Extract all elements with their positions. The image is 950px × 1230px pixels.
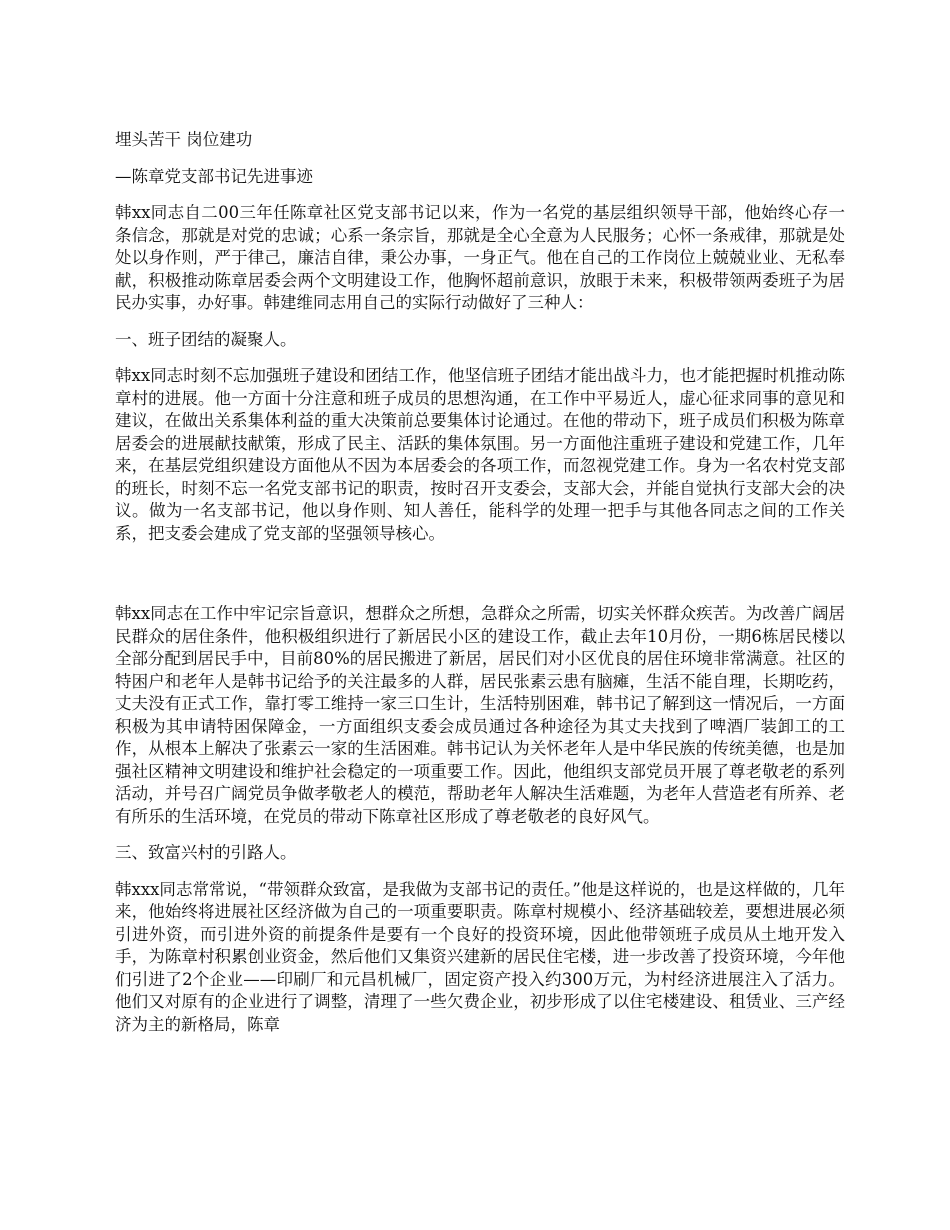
document-page — [115, 112, 845, 1050]
document-subtitle: —陈章党支部书记先进事迹 — [115, 166, 313, 186]
blank-gap — [115, 559, 845, 603]
paragraph-intro: 韩xx同志自二00三年任陈章社区党支部书记以来，作为一名党的基层组织领导干部，他始终心存一条信念，那就是对党的忠诚；心系一条宗旨，那就是全心全意为人民服务；心怀一条戒律，那就是处处以身作则，严于律己，廉洁自律，秉公办事，一身正气。他在自己的工作岗位上兢兢业业、无私奉献，积极推动陈章居委会两个文明建设工作，他胸怀超前意识，放眼于未来，积极带领两委班子为居民办实事，办好事。韩建维同志用自己的实际行动做好了三种人： — [115, 203, 845, 312]
paragraph-section-1: 韩xx同志时刻不忘加强班子建设和团结工作，他坚信班子团结才能出战斗力，也才能把握时机推动陈章村的进展。他一方面十分注意和班子成员的思想沟通，在工作中平易近人，虚心征求同事的意见和建议，在做出关系集体利益的重大决策前总要集体讨论通过。在他的带动下，班子成员们积极为陈章居委会的进展献技献策，形成了民主、活跃的集体氛围。另一方面他注重班子建设和党建工作，几年来，在基层党组织建设方面他从不因为本居委会的各项工作，而忽视党建工作。身为一名农村党支部的班长，时刻不忘一名党支部书记的职责，按时召开支委会，支部大会，并能自觉执行支部大会的决议。做为一名支部书记，他以身作则、知人善任，能科学的处理一把手与其他各同志之间的工作关系，把支委会建成了党支部的坚强领导核心。 — [115, 366, 845, 543]
paragraph-section-2: 韩xx同志在工作中牢记宗旨意识，想群众之所想，急群众之所需，切实关怀群众疾苦。为改善广阔居民群众的居住条件，他积极组织进行了新居民小区的建设工作，截止去年10月份，一期6栋居民楼以全部分配到居民手中，目前80%的居民搬进了新居，居民们对小区优良的居住环境非常满意。社区的特困户和老年人是韩书记给予的关注最多的人群，居民张素云患有脑瘫，生活不能自理，长期吃药，丈夫没有正式工作，靠打零工维持一家三口生计，生活特别困难，韩书记了解到这一情况后，一方面积极为其申请特困保障金，一方面组织支委会成员通过各种途径为其丈夫找到了啤酒厂装卸工的工作，从根本上解决了张素云一家的生活困难。韩书记认为关怀老年人是中华民族的传统美德，也是加强社区精神文明建设和维护社会稳定的一项重要工作。因此，他组织支部党员开展了尊老敬老的系列活动，并号召广阔党员争做孝敬老人的模范，帮助老年人解决生活难题，为老年人营造老有所养、老有所乐的生活环境，在党员的带动下陈章社区形成了尊老敬老的良好风气。 — [115, 604, 845, 826]
section-heading-1: 一、班子团结的凝聚人。 — [115, 329, 297, 349]
paragraph-section-3: 韩xxx同志常常说，“带领群众致富，是我做为支部书记的责任。”他是这样说的，也是这样做的，几年来，他始终将进展社区经济做为自己的一项重要职责。陈章村规模小、经济基础较差，要想进展必须引进外资，而引进外资的前提条件是要有一个良好的投资环境，因此他带领班子成员从土地开发入手，为陈章村积累创业资金，然后他们又集资兴建新的居民住宅楼，进一步改善了投资环境，今年他们引进了2个企业——印刷厂和元昌机械厂，固定资产投入约300万元，为村经济进展注入了活力。他们又对原有的企业进行了调整，清理了一些欠费企业，初步形成了以住宅楼建设、租赁业、三产经济为主的新格局，陈章 — [115, 879, 845, 1034]
document-title: 埋头苦干 岗位建功 — [115, 130, 253, 149]
section-heading-3: 三、致富兴村的引路人。 — [115, 843, 297, 862]
